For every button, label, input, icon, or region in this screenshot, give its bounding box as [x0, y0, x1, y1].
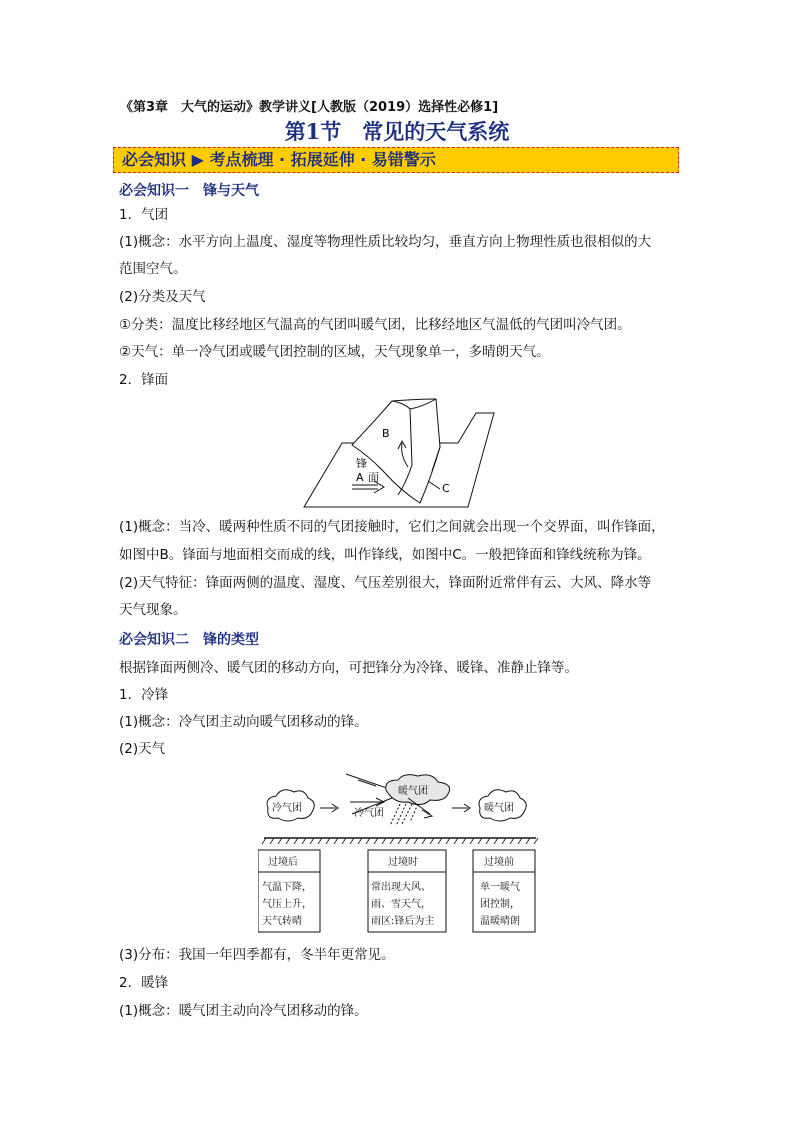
label-b: B	[382, 427, 390, 440]
paragraph: (1)概念：当冷、暖两种性质不同的气团接触时，它们之间就会出现一个交界面，叫作锋面，	[119, 519, 665, 535]
banner-label: 必会知识	[122, 150, 187, 169]
box2-line: 雨区:锋后为主	[371, 916, 435, 927]
paragraph: 范围空气。	[119, 261, 187, 277]
arrow-right-2	[452, 804, 470, 812]
box2-line: 常出现大风、	[371, 882, 431, 893]
label-c: C	[442, 482, 450, 495]
paragraph: (2)天气特征：锋面两侧的温度、湿度、气压差别很大，锋面附近常伴有云、大风、降水等	[119, 575, 652, 591]
box3-title: 过境前	[484, 857, 514, 868]
label-warm-right: 暖气团	[484, 803, 514, 814]
label-a: A	[356, 471, 364, 484]
arrow-right-1	[320, 804, 338, 812]
box2-line: 雨、雪天气，	[371, 899, 431, 910]
paragraph: 根据锋面两侧冷、暖气团的移动方向，可把锋分为冷锋、暖锋、准静止锋等。	[119, 660, 578, 676]
banner-items: 考点梳理 · 拓展延伸 · 易错警示	[209, 150, 436, 169]
box1-title: 过境后	[268, 857, 298, 868]
label-mian: 面	[368, 471, 379, 484]
paragraph: (3)分布：我国一年四季都有，冬半年更常见。	[119, 947, 395, 963]
label-feng: 锋	[356, 457, 367, 470]
box1-line: 气压上升，	[262, 899, 312, 910]
label-cold-left: 冷气团	[272, 803, 302, 814]
paragraph: ②天气：单一冷气团或暖气团控制的区域，天气现象单一，多晴朗天气。	[119, 344, 550, 360]
label-warm: 暖气团	[398, 786, 428, 797]
paragraph: 2．锋面	[119, 372, 169, 388]
document-header: 《第3章 大气的运动》教学讲义[人教版（2019）选择性必修1]	[120, 100, 499, 115]
box3-line: 单一暖气	[480, 882, 520, 893]
paragraph: 1．气团	[119, 207, 169, 223]
paragraph: (1)概念：水平方向上温度、湿度等物理性质比较均匀，垂直方向上物理性质也很相似的大	[119, 234, 652, 250]
section2-heading: 必会知识二 锋的类型	[119, 632, 259, 648]
box1-line: 气温下降，	[262, 882, 312, 893]
section-banner	[113, 147, 679, 173]
paragraph: (1)概念：冷气团主动向暖气团移动的锋。	[119, 714, 368, 730]
cold-front-diagram	[258, 766, 540, 936]
paragraph: ①分类：温度比移经地区气温高的气团叫暖气团，比移经地区气温低的气团叫冷气团。	[119, 317, 631, 333]
page-title: 第1节 常见的天气系统	[284, 119, 510, 144]
paragraph: 1．冷锋	[119, 687, 169, 703]
paragraph: 如图中B。锋面与地面相交而成的线，叫作锋线，如图中C。一般把锋面和锋线统称为锋。	[119, 547, 651, 563]
label-cold-mid: 冷气团	[354, 808, 384, 819]
paragraph: (2)分类及天气	[119, 289, 206, 305]
paragraph: 2．暖锋	[119, 975, 169, 991]
paragraph: (1)概念：暖气团主动向冷气团移动的锋。	[119, 1003, 368, 1019]
paragraph: (2)天气	[119, 741, 166, 757]
paragraph: 天气现象。	[119, 602, 187, 618]
box3-line: 温暖晴朗	[480, 916, 520, 927]
section1-heading: 必会知识一 锋与天气	[119, 183, 259, 199]
box3-line: 团控制，	[480, 899, 520, 910]
front-surface-diagram	[300, 395, 500, 513]
box2-title: 过境时	[388, 857, 418, 868]
triangle-arrow-icon: ▶	[191, 150, 204, 169]
front-surface	[352, 399, 440, 503]
box1-line: 天气转晴	[262, 916, 302, 927]
